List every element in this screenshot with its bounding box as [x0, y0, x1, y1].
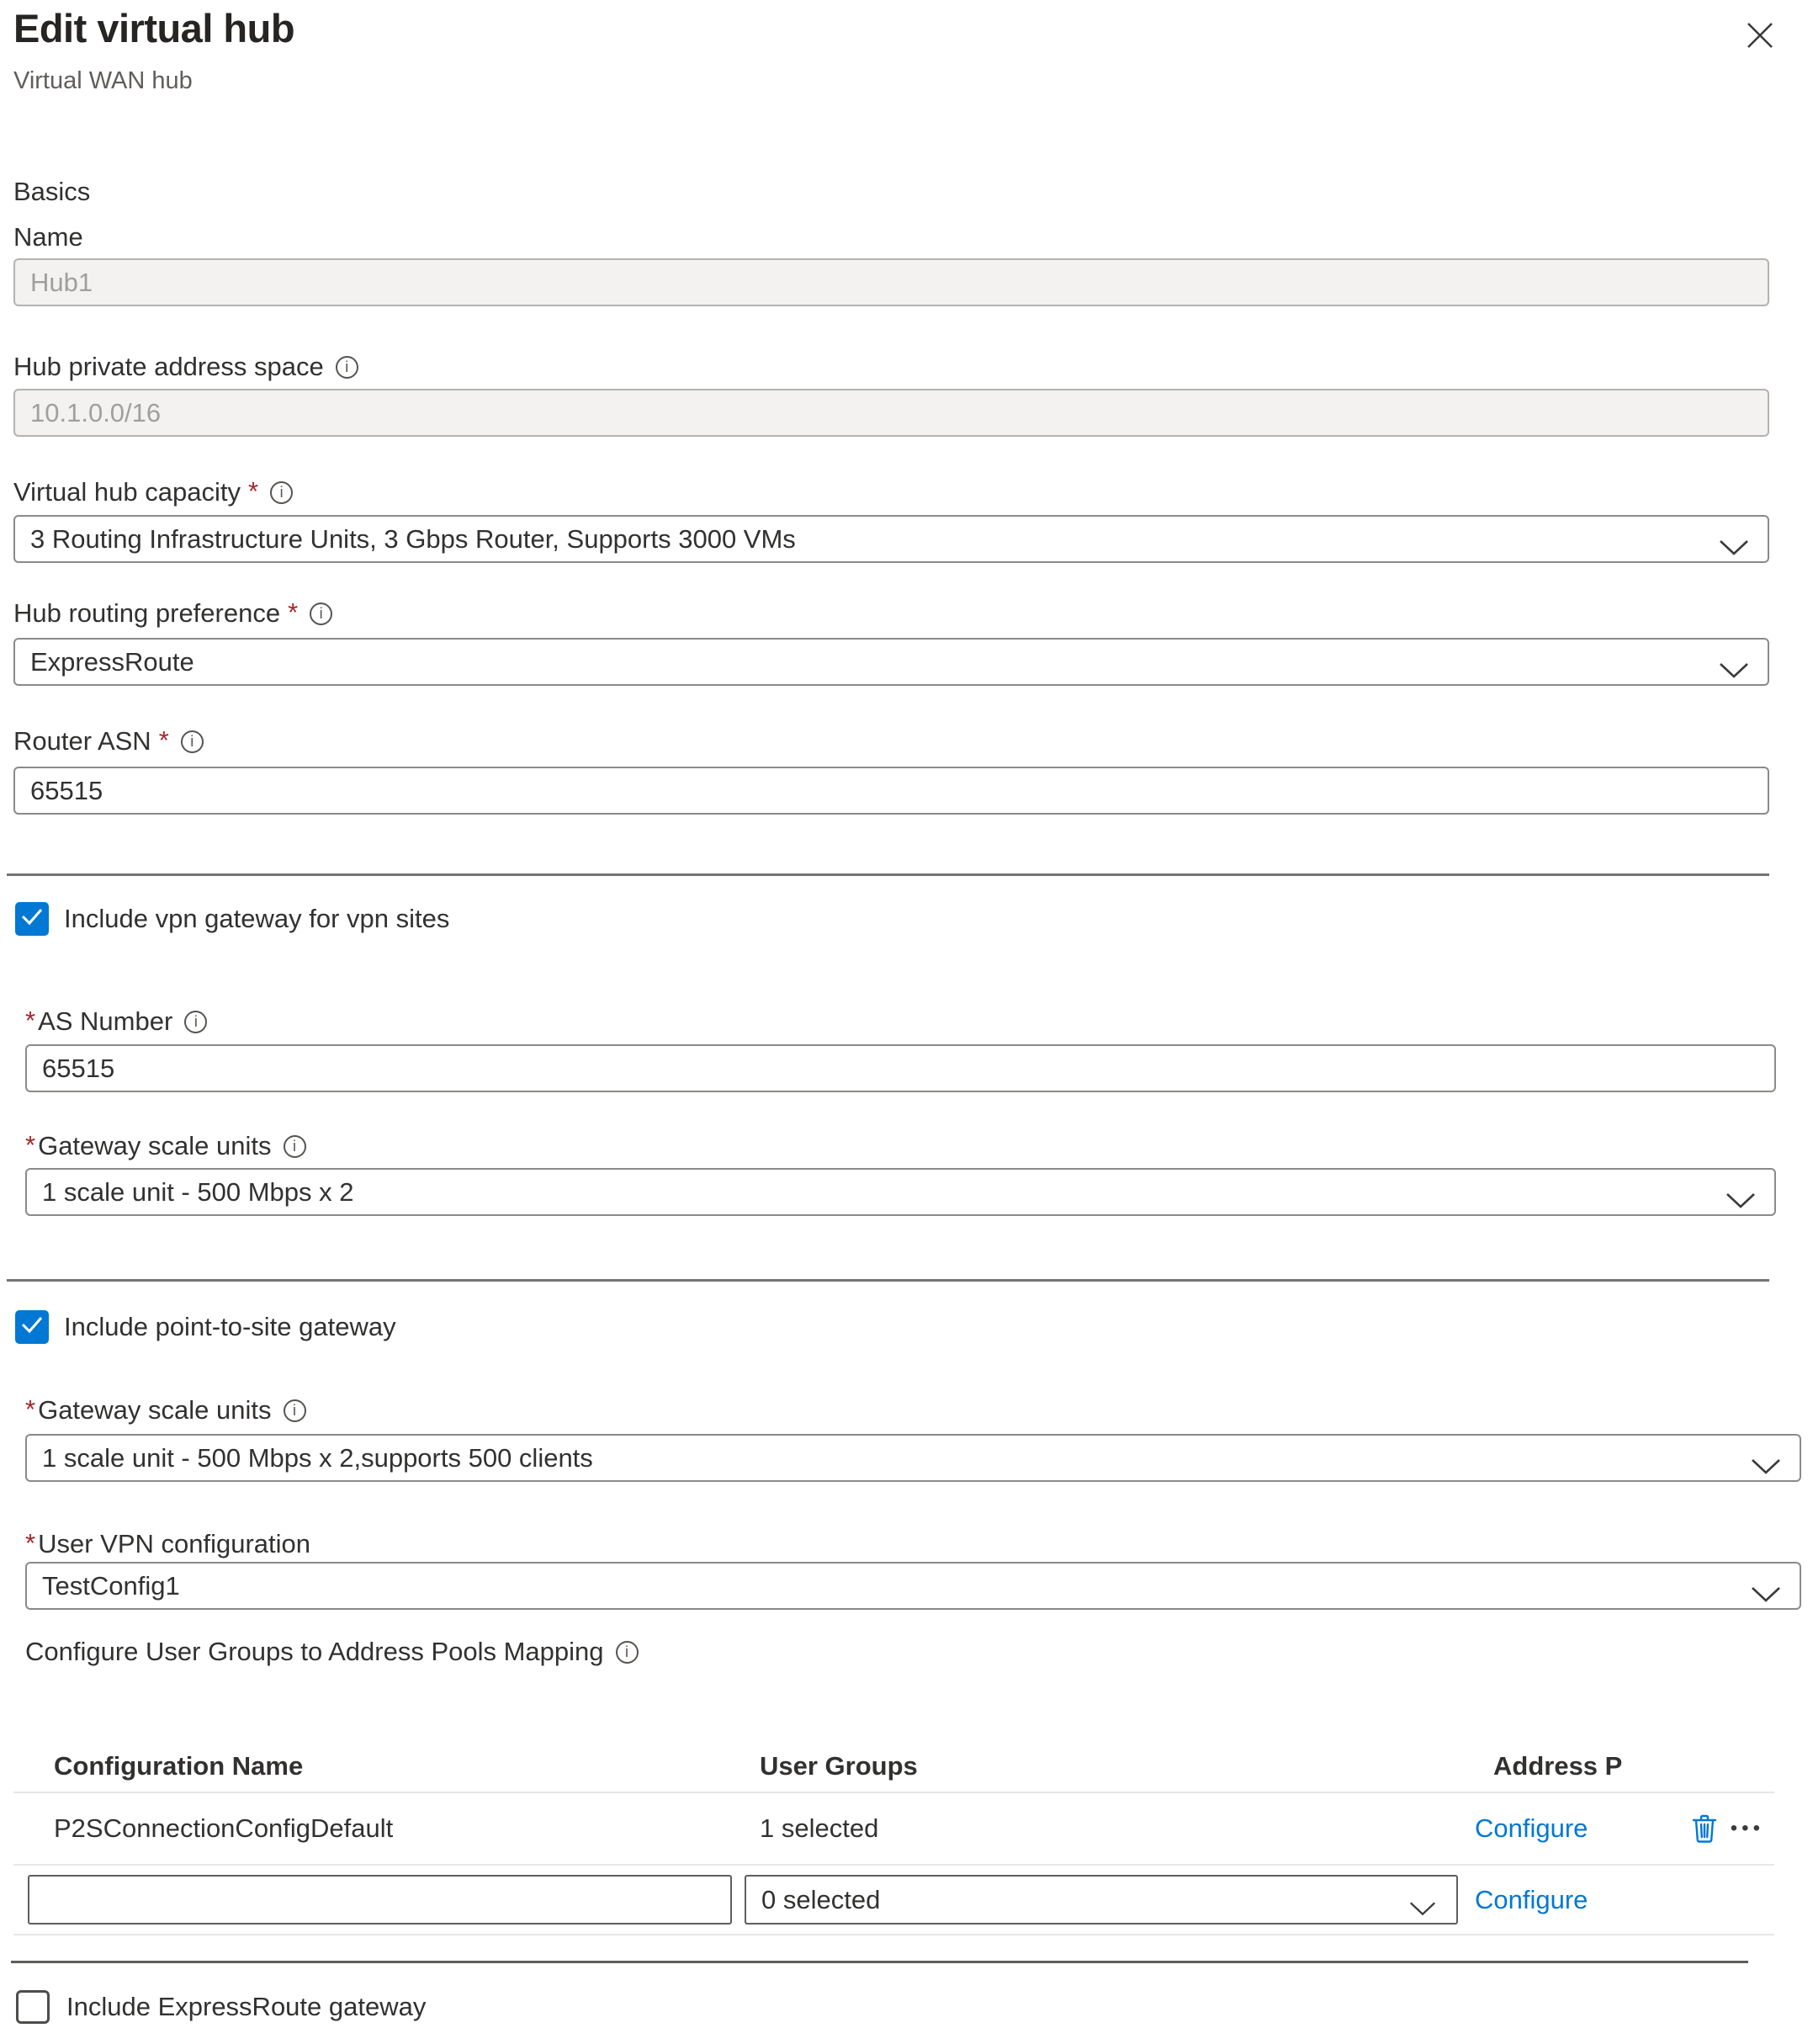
chevron-down-icon [1751, 1579, 1781, 1609]
required-marker: * [158, 725, 169, 755]
dropdown-value: 0 selected [761, 1884, 881, 1914]
p2s-gateway-section [25, 1394, 1801, 1935]
checkmark-icon [15, 1307, 49, 1347]
vpn-gateway-checkbox[interactable] [15, 902, 49, 936]
hub-private-address-space-input [13, 389, 1769, 437]
chevron-down-icon [1409, 1893, 1436, 1923]
as-number-label: * AS Number i [25, 1005, 1776, 1038]
p2s-gateway-checkbox[interactable] [15, 1310, 49, 1344]
dropdown-value: ExpressRoute [30, 646, 194, 677]
info-icon[interactable]: i [270, 481, 293, 504]
required-marker: * [25, 1394, 36, 1424]
p2s-gateway-checkbox-label: Include point-to-site gateway [64, 1312, 396, 1341]
close-button[interactable] [1744, 20, 1776, 52]
row-user-groups: 1 selected [760, 1813, 879, 1843]
info-icon[interactable]: i [181, 730, 204, 753]
vpn-gateway-checkbox-label: Include vpn gateway for vpn sites [64, 904, 450, 933]
dropdown-value: 1 scale unit - 500 Mbps x 2,supports 500 clients [42, 1442, 593, 1473]
name-label: Name [13, 222, 83, 252]
new-user-groups-dropdown[interactable] [745, 1875, 1458, 1925]
p2s-gateway-scale-units-label: * Gateway scale units i [25, 1394, 1801, 1427]
hub-routing-preference-label: Hub routing preference * i [13, 597, 1769, 630]
info-icon[interactable]: i [284, 1399, 306, 1422]
hub-routing-preference-dropdown[interactable] [13, 638, 1769, 686]
name-input [13, 258, 1769, 306]
virtual-hub-capacity-dropdown[interactable] [13, 515, 1769, 563]
user-vpn-configuration-label: * User VPN configuration [25, 1528, 311, 1558]
info-icon[interactable]: i [616, 1641, 639, 1664]
chevron-down-icon [1726, 1185, 1756, 1215]
router-asn-label: Router ASN * i [13, 725, 1769, 758]
user-vpn-configuration-dropdown[interactable] [25, 1562, 1801, 1610]
virtual-hub-capacity-label: Virtual hub capacity * i [13, 475, 1769, 509]
configure-link[interactable]: Configure [1475, 1813, 1588, 1843]
table-row [13, 1793, 1774, 1864]
info-icon[interactable]: i [284, 1135, 306, 1158]
checkmark-icon [15, 899, 49, 939]
expressroute-checkbox-label: Include ExpressRoute gateway [66, 1992, 427, 2021]
page-title: Edit virtual hub [13, 6, 295, 50]
column-header-user-groups: User Groups [760, 1751, 918, 1781]
required-marker: * [25, 1130, 36, 1160]
user-groups-mapping-table [13, 1749, 1774, 1935]
p2s-gateway-scale-units-dropdown[interactable] [25, 1434, 1801, 1482]
gateway-scale-units-dropdown[interactable] [25, 1168, 1776, 1216]
table-new-row [13, 1866, 1774, 1934]
section-divider [7, 1279, 1769, 1282]
chevron-down-icon [1719, 655, 1749, 685]
configure-link[interactable]: Configure [1475, 1884, 1588, 1914]
required-marker: * [288, 597, 299, 627]
expressroute-checkbox-row [13, 1990, 1769, 2024]
required-marker: * [25, 1528, 36, 1558]
info-icon[interactable]: i [184, 1011, 207, 1033]
user-groups-mapping-heading: Configure User Groups to Address Pools Mapping i [25, 1635, 1801, 1669]
required-marker: * [247, 476, 259, 506]
dropdown-value: 3 Routing Infrastructure Units, 3 Gbps Router, Supports 3000 VMs [30, 523, 796, 554]
as-number-input[interactable] [25, 1044, 1776, 1092]
expressroute-checkbox[interactable] [16, 1990, 50, 2024]
info-icon[interactable]: i [336, 356, 358, 379]
chevron-down-icon [1751, 1451, 1781, 1481]
vpn-gateway-checkbox-row [13, 902, 1769, 936]
column-header-configuration-name: Configuration Name [54, 1751, 304, 1781]
column-header-address-pools: Address P [1493, 1751, 1623, 1781]
table-row-separator [13, 1934, 1774, 1935]
table-header-row [13, 1749, 1774, 1783]
gateway-scale-units-label: * Gateway scale units i [25, 1129, 1776, 1163]
chevron-down-icon [1719, 532, 1749, 562]
section-divider [11, 1961, 1748, 1963]
more-options-icon[interactable]: ••• [1730, 1817, 1764, 1840]
router-asn-input[interactable] [13, 767, 1769, 815]
info-icon[interactable]: i [310, 603, 332, 625]
section-divider [7, 873, 1769, 876]
page-subtitle: Virtual WAN hub [13, 67, 193, 94]
dropdown-value: 1 scale unit - 500 Mbps x 2 [42, 1176, 354, 1207]
basics-section-heading: Basics [13, 177, 91, 206]
new-configuration-name-input[interactable] [28, 1875, 732, 1925]
delete-icon[interactable] [1692, 1813, 1717, 1844]
vpn-gateway-section [25, 1005, 1776, 1216]
close-icon [1745, 40, 1775, 53]
row-configuration-name: P2SConnectionConfigDefault [54, 1813, 394, 1843]
required-marker: * [25, 1006, 36, 1035]
dropdown-value: TestConfig1 [42, 1570, 180, 1601]
hub-private-address-space-label: Hub private address space i [13, 350, 1769, 384]
p2s-gateway-checkbox-row [13, 1310, 1769, 1344]
